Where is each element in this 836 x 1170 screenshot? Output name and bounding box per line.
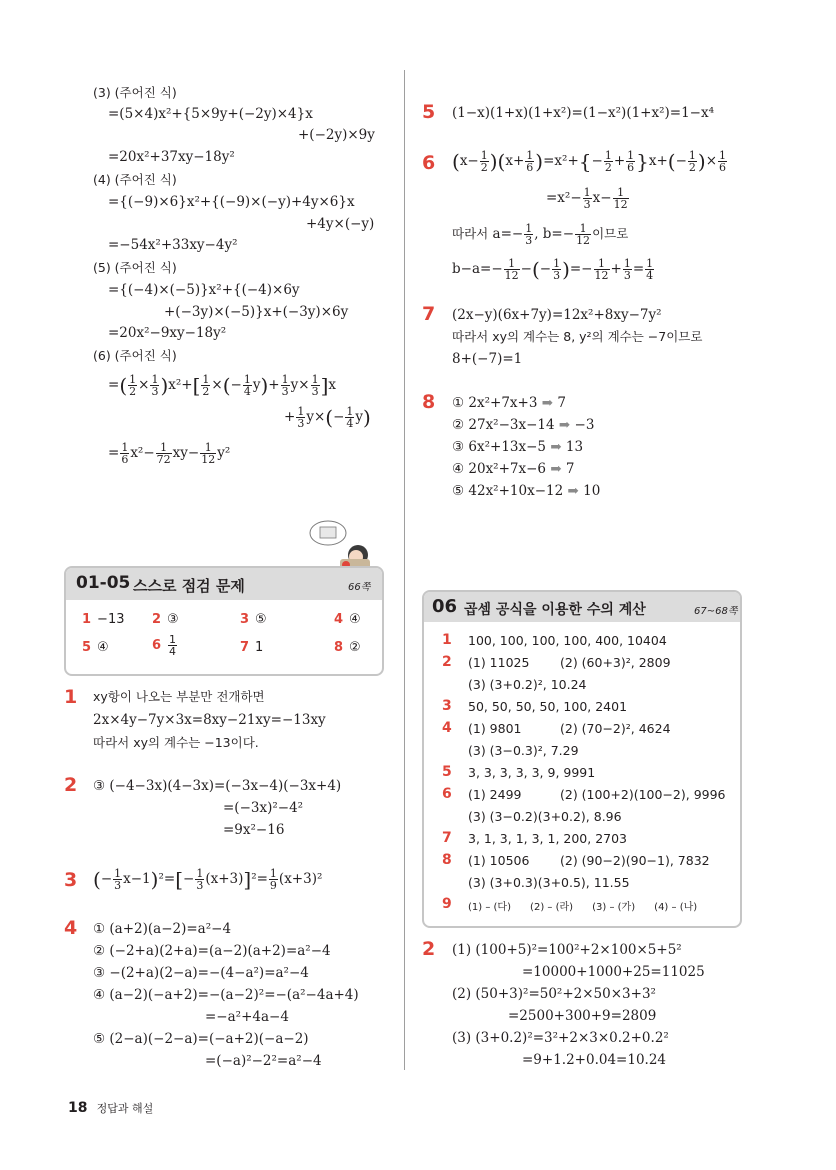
sol4-line6: ⑤ (2−a)(−2−a)=(−a+2)(−a−2) (93, 1031, 309, 1047)
solr2-line1: (1) (100+5)²=100²+2×100×5+5² (452, 942, 682, 958)
p5-line2: +(−3y)×(−5)}x+(−3y)×6y (164, 304, 349, 320)
solr2-line4: =2500+300+9=2809 (508, 1008, 657, 1024)
sol8-number: 8 (422, 391, 436, 413)
p4-label: (4) (주어진 식) (93, 172, 177, 187)
calc-row-value: (1) 11025 (468, 655, 530, 670)
p3-line2: +(−2y)×9y (298, 127, 375, 143)
column-divider (404, 70, 405, 1070)
p4-line2: +4y×(−y) (306, 216, 375, 232)
sol4-line2: ② (−2+a)(2+a)=(a−2)(a+2)=a²−4 (93, 943, 331, 959)
calc-page: 67~68쪽 (694, 606, 738, 617)
sol2-number: 2 (64, 774, 78, 796)
sol1-line2: 2x×4y−7y×3x=8xy−21xy=−13xy (93, 712, 326, 728)
p6-line1: =( $\frac{1}{2}$ × $\frac{1}{3}$ )x²+[ $\frac{1}{2}$ ×(− $\frac{1}{4}$ y)+ $\frac{1}{3}$ y× $\frac{1}{3}$ ]x (108, 373, 336, 398)
sol8-item5: ⑤ 42x²+10x−12 ➡ 10 (452, 483, 601, 499)
calc-code: 06 (432, 596, 458, 617)
calc-row-value-b: (2) (70−2)², 4624 (560, 721, 671, 736)
sol8-item2: ② 27x²−3x−14 ➡ −3 (452, 417, 595, 433)
sol4-line1: ① (a+2)(a−2)=a²−4 (93, 921, 232, 937)
solr2-line6: =9+1.2+0.04=10.24 (522, 1052, 667, 1068)
sol1-number: 1 (64, 686, 78, 708)
review-code: 01-05 (76, 573, 131, 593)
p4-line1: ={(−9)×6}x²+{(−9)×(−y)+4y×6}x (108, 194, 355, 210)
sol4-line7: =(−a)²−2²=a²−4 (205, 1053, 322, 1069)
sol6-line2: =x²− $\frac{1}{3}$ x− $\frac{1}{12}$ (546, 186, 628, 211)
calc-row-value: (3) (3+0.3)(3+0.5), 11.55 (468, 875, 630, 890)
calc-row-value: 100, 100, 100, 100, 400, 10404 (468, 633, 667, 648)
p6-label: (6) (주어진 식) (93, 348, 177, 363)
calc-row-value-b: (2) (100+2)(100−2), 9996 (560, 787, 726, 802)
sol1-line1: xy항이 나오는 부분만 전개하면 (93, 689, 265, 704)
calc-row-key: 7 (442, 830, 452, 846)
sol7-line1: (2x−y)(6x+7y)=12x²+8xy−7y² (452, 307, 662, 323)
review-page: 66쪽 (348, 582, 371, 593)
calc-row-value-b: (2) (60+3)², 2809 (560, 655, 671, 670)
sol6-line4: b−a=− $\frac{1}{12}$ −(− $\frac{1}{3}$ )=− $\frac{1}{12}$ + $\frac{1}{3}$ = $\frac{1}{4}$ (452, 257, 654, 282)
sol2-line3: =9x²−16 (223, 822, 285, 838)
calc-title: 곱셈 공식을 이용한 수의 계산 (464, 602, 646, 618)
sol7-line2: 따라서 xy의 계수는 8, y²의 계수는 −7이므로 (452, 329, 703, 344)
sol6-line3: 따라서 a=− $\frac{1}{3}$ , b=− $\frac{1}{12}$ 이므로 (452, 222, 629, 247)
sol4-line3: ③ −(2+a)(2−a)=−(4−a²)=a²−4 (93, 965, 309, 981)
solr2-line5: (3) (3+0.2)²=3²+2×3×0.2+0.2² (452, 1030, 669, 1046)
p5-label: (5) (주어진 식) (93, 260, 177, 275)
sol4-line5: =−a²+4a−4 (205, 1009, 289, 1025)
review-answer-1: 1 −13 (82, 612, 125, 627)
solr2-line2: =10000+1000+25=11025 (522, 964, 705, 980)
calc-row-value: (1) – (다) (2) – (라) (3) – (가) (4) – (나) (468, 902, 698, 913)
p6-line2: + $\frac{1}{3}$ y×(− $\frac{1}{4}$ y) (284, 405, 371, 430)
calc-row-key: 9 (442, 896, 452, 912)
sol7-line3: 8+(−7)=1 (452, 351, 523, 367)
sol3-line: (− $\frac{1}{3}$ x−1)²=[− $\frac{1}{3}$ (x+3)]²= $\frac{1}{9}$ (x+3)² (93, 867, 323, 892)
calc-row-value: (1) 9801 (468, 721, 522, 736)
page-footer (68, 1097, 153, 1116)
calc-row-key: 6 (442, 786, 452, 802)
review-answer-5: 5 ④ (82, 640, 109, 655)
sol8-item1: ① 2x²+7x+3 ➡ 7 (452, 395, 566, 411)
sol4-number: 4 (64, 917, 78, 939)
sol2-line1: ③ (−4−3x)(4−3x)=(−3x−4)(−3x+4) (93, 778, 342, 794)
calc-row-value: 3, 1, 3, 1, 3, 1, 200, 2703 (468, 831, 628, 846)
sol2-line2: =(−3x)²−4² (223, 800, 304, 816)
sol4-line4: ④ (a−2)(−a+2)=−(a−2)²=−(a²−4a+4) (93, 987, 359, 1003)
sol1-line3: 따라서 xy의 계수는 −13이다. (93, 735, 259, 750)
calc-row-value-b: (2) (90−2)(90−1), 7832 (560, 853, 710, 868)
review-answer-7: 7 1 (240, 640, 264, 655)
sol8-item3: ③ 6x²+13x−5 ➡ 13 (452, 439, 584, 455)
calc-row-key: 3 (442, 698, 452, 714)
sol5-line: (1−x)(1+x)(1+x²)=(1−x²)(1+x²)=1−x⁴ (452, 105, 715, 121)
review-answer-6: 6 $\frac{1}{4}$ (152, 633, 177, 658)
review-answer-4: 4 ④ (334, 612, 361, 627)
solr2-number: 2 (422, 938, 436, 960)
calc-row-value: (1) 10506 (468, 853, 530, 868)
p5-line3: =20x²−9xy−18y² (108, 325, 227, 341)
calc-row-key: 5 (442, 764, 452, 780)
calc-row-value: (3) (3+0.2)², 10.24 (468, 677, 587, 692)
calc-row-value: (3) (3−0.2)(3+0.2), 8.96 (468, 809, 622, 824)
page-number: 18 (68, 1100, 88, 1116)
calc-row-value: 3, 3, 3, 3, 3, 9, 9991 (468, 765, 596, 780)
calc-row-key: 4 (442, 720, 452, 736)
sol7-number: 7 (422, 303, 436, 325)
p3-line1: =(5×4)x²+{5×9y+(−2y)×4}x (108, 106, 313, 122)
p6-line3: = $\frac{1}{6}$ x²− $\frac{1}{72}$ xy− $\frac{1}{12}$ y² (108, 441, 231, 466)
calc-row-value: (1) 2499 (468, 787, 522, 802)
sol8-item4: ④ 20x²+7x−6 ➡ 7 (452, 461, 575, 477)
p4-line3: =−54x²+33xy−4y² (108, 237, 238, 253)
footer-label: 정답과 해설 (96, 1102, 154, 1115)
p3-line3: =20x²+37xy−18y² (108, 149, 235, 165)
review-answer-2: 2 ③ (152, 612, 179, 627)
sol5-number: 5 (422, 101, 436, 123)
p5-line1: ={(−4)×(−5)}x²+{(−4)×6y (108, 282, 300, 298)
calc-row-key: 2 (442, 654, 452, 670)
calc-row-value: (3) (3−0.3)², 7.29 (468, 743, 579, 758)
calc-row-key: 8 (442, 852, 452, 868)
review-title: 스스로 점검 문제 (133, 577, 245, 595)
solr2-line3: (2) (50+3)²=50²+2×50×3+3² (452, 986, 656, 1002)
calc-row-key: 1 (442, 632, 452, 648)
sol6-line1: (x− $\frac{1}{2}$ )(x+ $\frac{1}{6}$ )=x²+{− $\frac{1}{2}$ + $\frac{1}{6}$ }x+(− $\frac{1}{2}$ )× $\frac{1}{6}$ (452, 149, 727, 174)
sol3-number: 3 (64, 869, 78, 891)
review-answer-8: 8 ② (334, 640, 361, 655)
review-box (64, 566, 384, 676)
review-answer-3: 3 ⑤ (240, 612, 267, 627)
calc-box (422, 590, 742, 928)
calc-row-value: 50, 50, 50, 50, 100, 2401 (468, 699, 628, 714)
sol6-number: 6 (422, 152, 436, 174)
p3-label: (3) (주어진 식) (93, 85, 177, 100)
